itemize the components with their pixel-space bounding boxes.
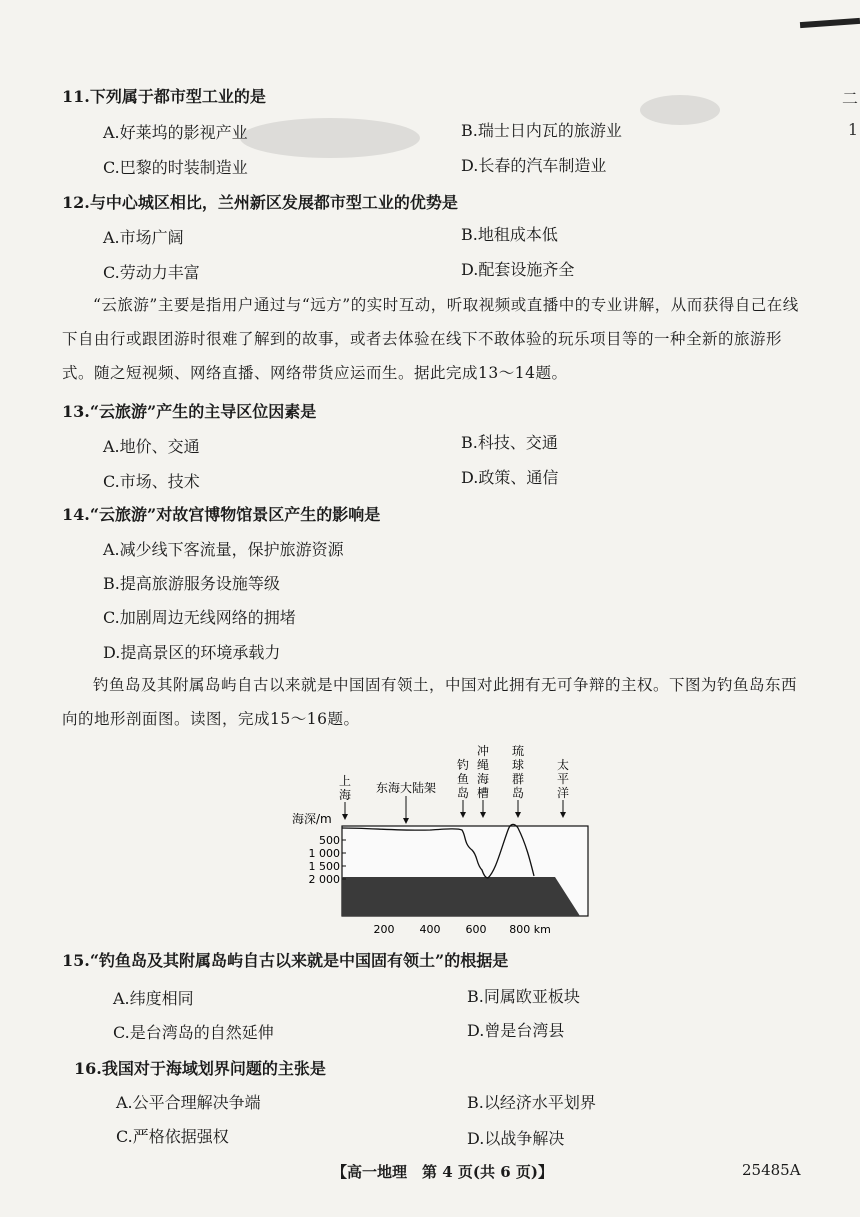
x-tick-label-200: 200 [373,923,395,936]
label-ryukyu-2: 球 [511,758,525,772]
question-13-option-c: C.市场、技术 [103,472,200,491]
label-shanghai-2: 海 [338,788,352,802]
y-tick-label-1500: 1 500 [308,860,340,873]
question-15-option-b: B.同属欧亚板块 [467,987,580,1006]
arrow-head-ryukyu [515,812,521,818]
question-13-option-d: D.政策、通信 [461,468,559,487]
passage-diaoyu: 钓鱼岛及其附属岛屿自古以来就是中国固有领土，中国对此拥有无可争辩的主权。下图为钓鱼岛东西向的地形剖面图。读图，完成15～16题。 [62,676,798,728]
label-okinawa-3: 海 [476,772,490,786]
question-12-option-c: C.劳动力丰富 [103,263,200,282]
question-16-stem: 16.我国对于海域划界问题的主张是 [74,1059,326,1078]
label-okinawa-4: 槽 [476,786,490,800]
footer-exam-code: 25485A [742,1161,801,1179]
arrow-head-okinawa [480,812,486,818]
label-ryukyu-3: 群 [511,772,525,786]
question-13-option-b: B.科技、交通 [461,433,558,452]
terrain-profile-figure [290,740,610,940]
y-tick-label-2000: 2 000 [308,873,340,886]
question-15-option-a: A.纬度相同 [113,989,194,1008]
question-13-option-a: A.地价、交通 [103,437,200,456]
label-pacific-3: 洋 [556,786,570,800]
label-pacific-2: 平 [556,772,570,786]
question-11-option-c: C.巴黎的时装制造业 [103,158,248,177]
question-15-option-c: C.是台湾岛的自然延伸 [113,1023,274,1042]
question-16-option-d: D.以战争解决 [467,1129,565,1148]
question-11-option-b: B.瑞士日内瓦的旅游业 [461,121,622,140]
arrow-head-shelf [403,818,409,824]
crust-layer [342,877,580,916]
question-16-option-b: B.以经济水平划界 [467,1093,596,1112]
y-tick-label-500: 500 [319,834,340,847]
y-axis-label: 海深/m [292,812,332,826]
arrow-head-shanghai [342,814,348,820]
question-14-option-c: C.加剧周边无线网络的拥堵 [103,608,296,627]
y-tick-label-1000: 1 000 [308,847,340,860]
question-12-option-d: D.配套设施齐全 [461,260,575,279]
label-shelf: 东海大陆架 [375,781,437,795]
question-14-stem: 14.“云旅游”对故宫博物馆景区产生的影响是 [62,505,381,524]
question-12-option-b: B.地租成本低 [461,225,558,244]
footer-page-info: 【高一地理 第 4 页(共 6 页)】 [332,1163,553,1181]
question-14-option-b: B.提高旅游服务设施等级 [103,574,280,593]
label-ryukyu-1: 琉 [511,744,525,758]
question-13-stem: 13.“云旅游”产生的主导区位因素是 [62,402,317,421]
question-16-option-c: C.严格依据强权 [116,1127,229,1146]
question-11-option-d: D.长春的汽车制造业 [461,156,607,175]
question-12-stem: 12.与中心城区相比，兰州新区发展都市型工业的优势是 [62,193,458,212]
arrow-head-diaoyu [460,812,466,818]
arrow-head-pacific [560,812,566,818]
question-12-option-a: A.市场广阔 [103,228,184,247]
label-diaoyu-2: 鱼 [456,772,470,786]
x-tick-label-800: 800 km [509,923,551,936]
page-edge-shadow [800,18,860,28]
x-tick-label-400: 400 [419,923,441,936]
edge-char-1: 二 [841,89,858,108]
question-15-option-d: D.曾是台湾县 [467,1021,565,1040]
label-okinawa-1: 冲 [476,744,490,758]
scan-smudge [240,118,420,158]
label-pacific-1: 太 [556,758,570,772]
question-16-option-a: A.公平合理解决争端 [116,1093,261,1112]
scan-smudge [640,95,720,125]
label-diaoyu-3: 岛 [456,786,470,800]
passage-cloud-tourism: “云旅游”主要是指用户通过与“远方”的实时互动，听取视频或直播中的专业讲解，从而获得自己在线下自由行或跟团游时很难了解到的故事，或者去体验在线下不敢体验的玩乐项目等的一种全新的旅游形式。随之短视频、网络直播、网络带货应运而生。据此完成13～14题。 [62,296,799,382]
label-okinawa-2: 绳 [476,758,490,772]
question-11-option-a: A.好莱坞的影视产业 [103,123,248,142]
x-tick-label-600: 600 [465,923,487,936]
edge-char-2: 1 [847,120,858,139]
question-11-stem: 11.下列属于都市型工业的是 [62,87,266,106]
question-14-option-d: D.提高景区的环境承载力 [103,643,281,662]
question-15-stem: 15.“钓鱼岛及其附属岛屿自古以来就是中国固有领土”的根据是 [62,951,509,970]
label-diaoyu-1: 钓 [456,758,470,772]
label-ryukyu-4: 岛 [511,786,525,800]
label-shanghai-1: 上 [338,774,352,788]
question-14-option-a: A.减少线下客流量，保护旅游资源 [103,540,344,559]
